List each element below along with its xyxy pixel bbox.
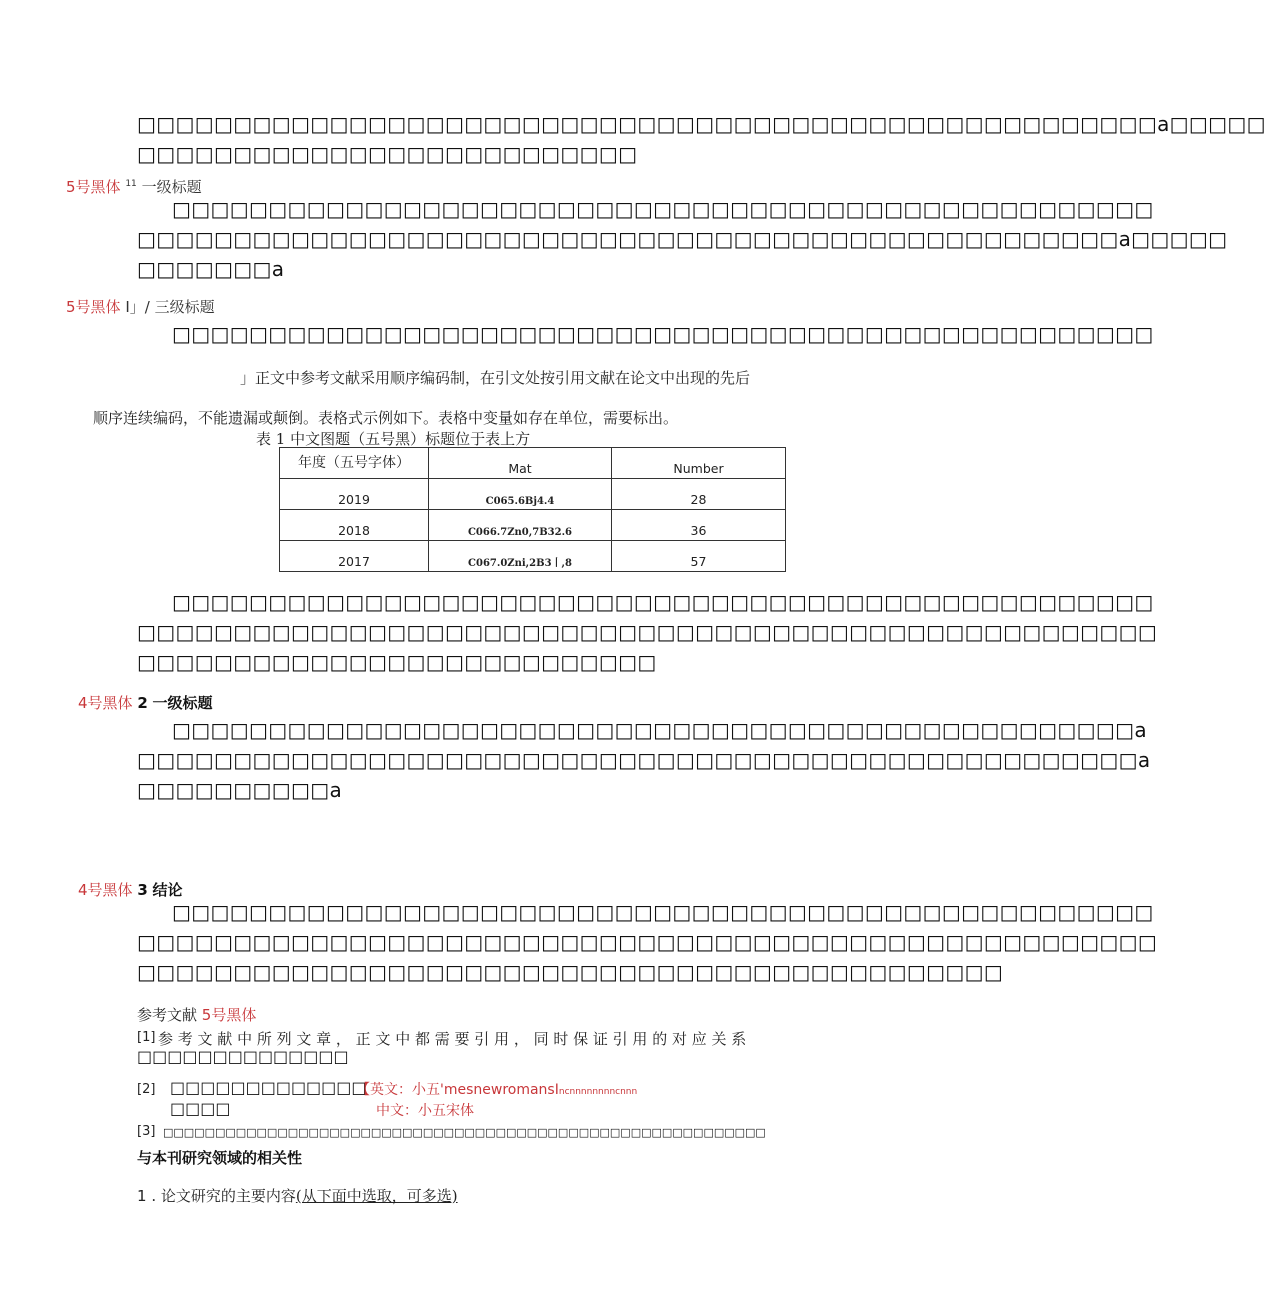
table-header-cell: Mat — [429, 448, 612, 479]
table-cell: 2017 — [280, 541, 429, 572]
paragraph-line: □□□□□□□□□□□□□□□□□□□□□□□□□□□□□□□□□□□□□□□□□□□□□□□□□□□ — [172, 322, 1154, 346]
table-header-cell: 年度（五号字体） — [280, 448, 429, 479]
table-cell: 28 — [612, 479, 786, 510]
data-table — [279, 447, 786, 572]
reference-number: [1] — [137, 1030, 156, 1045]
heading-title: 结论 — [152, 881, 183, 899]
relevance-item-number: 1 — [137, 1187, 147, 1205]
table-row — [280, 541, 786, 572]
paragraph-line: □□□□□□□□□□a — [137, 778, 343, 802]
table-cell: 57 — [612, 541, 786, 572]
heading-style-note: 4号黑体 — [78, 694, 133, 712]
paragraph-line: □□□□□□□□□□□□□□□□□□□□□□□□□□□□□□□□□□□□□□□□□□□□□□□□□□□□a — [137, 748, 1151, 772]
table-cell: 36 — [612, 510, 786, 541]
heading-title: 三级标题 — [154, 298, 215, 316]
reference-text: □□□□□□□□□□□□□□ — [137, 1047, 349, 1066]
reference-number: [2] — [137, 1082, 156, 1097]
reference-text: 参 考 文 献 中 所 列 文 章 ， 正 文 中 都 需 要 引 用 ， 同 时 保 证 引 用 的 对 应 关 系 — [158, 1030, 747, 1048]
section-heading — [78, 879, 183, 900]
paragraph-line: □□□□□□□□□□□□□□□□□□□□□□□□□□□□□□□□□□□□□□□□□□□□□□□□□□□□□ — [137, 620, 1158, 644]
table-cell: C065.6Bj4.4 — [429, 479, 612, 510]
reference-number: [3] — [137, 1124, 156, 1139]
paragraph-line: □□□□□□□□□□□□□□□□□□□□□□□□□□□□□□□□□□□□□□□□□□□□□□□□□□□ — [172, 590, 1154, 614]
reference-note-line: 顺序连续编码，不能遗漏或颠倒。表格式示例如下。表格中变量如存在单位，需要标出。 — [93, 409, 679, 427]
heading-title: 一级标题 — [141, 178, 202, 196]
heading-style-note: 4号黑体 — [78, 881, 133, 899]
references-style-note: 5号黑体 — [201, 1006, 257, 1024]
heading-number: I」/ — [125, 298, 150, 316]
table-row — [280, 510, 786, 541]
reference-note-line: 」正文中参考文献采用顺序编码制，在引文处按引用文献在论文中出现的先后 — [240, 369, 751, 387]
heading-number: 3 — [137, 881, 148, 899]
paragraph-line: □□□□□□□□□□□□□□□□□□□□□□□□□□□□□□□□□□□□□□□□□□□□□□□□□□□ — [172, 900, 1154, 924]
paragraph-line: □□□□□□□□□□□□□□□□□□□□□□□□□□□□□□□□□□□□□□□□□□□□□□□□□□a — [172, 718, 1147, 742]
note-en-text: 【英文：小五'mesnewromansI — [356, 1082, 559, 1098]
section-heading — [66, 296, 215, 317]
table-cell: C067.0Zni,2B3丨,8 — [429, 541, 612, 572]
table-header-cell: Number — [612, 448, 786, 479]
table-row — [280, 479, 786, 510]
table-caption: 表 1 中文图题（五号黑）标题位于表上方 — [256, 430, 531, 448]
paragraph-line: □□□□□□□□□□□□□□□□□□□□□□□□□□□ — [137, 650, 657, 674]
relevance-heading: 与本刊研究领域的相关性 — [137, 1149, 303, 1167]
reference-font-note-cn: 中文：小五宋体 — [376, 1103, 474, 1119]
paragraph-line: □□□□□□□□□□□□□□□□□□□□□□□□□□□□□□□□□□□□□□□□□□□□□□□□□□□a□□□□□ — [137, 227, 1228, 251]
note-en-tail: ncnnnnnnnncnnn — [558, 1087, 638, 1097]
references-heading — [137, 1004, 256, 1025]
heading-number: 2 — [137, 694, 148, 712]
paragraph-line: □□□□□□□□□□□□□□□□□□□□□□□□□□□□□□□□□□□□□□□□□□□□□□□□□□□□□a□□□□□ — [137, 112, 1266, 136]
heading-style-note: 5号黑体 — [66, 298, 121, 316]
table-cell: 2018 — [280, 510, 429, 541]
paragraph-line: □□□□□□□a — [137, 257, 285, 281]
heading-number: 11 — [125, 179, 137, 189]
paragraph-line: □□□□□□□□□□□□□□□□□□□□□□□□□□□□□□□□□□□□□□□□□□□□□□□□□□□□□ — [137, 930, 1158, 954]
relevance-item-text: . 论文研究的主要内容 — [151, 1187, 296, 1205]
table-header-row — [280, 448, 786, 479]
section-heading — [78, 692, 213, 713]
paragraph-line: □□□□□□□□□□□□□□□□□□□□□□□□□□□□□□□□□□□□□□□□□□□□□ — [137, 960, 1004, 984]
heading-title: 一级标题 — [152, 694, 213, 712]
reference-font-note-en — [356, 1079, 637, 1099]
table-cell: C066.7Zn0,7B32.6 — [429, 510, 612, 541]
heading-style-note: 5号黑体 — [66, 178, 121, 196]
relevance-item — [137, 1185, 458, 1206]
paragraph-line: □□□□□□□□□□□□□□□□□□□□□□□□□□□□□□□□□□□□□□□□□□□□□□□□□□□ — [172, 197, 1154, 221]
table-cell: 2019 — [280, 479, 429, 510]
reference-text: □□□□ — [170, 1099, 231, 1118]
references-title: 参考文献 — [137, 1006, 198, 1024]
reference-text: □□□□□□□□□□□□□□□□□□□□□□□□□□□□□□□□□□□□□□□□□□□□□□□□□□□□□□□□□□ — [163, 1126, 766, 1139]
section-heading — [66, 176, 202, 197]
relevance-item-note: (从下面中选取，可多选) — [295, 1187, 458, 1205]
reference-text: □□□□□□□□□□□□□ — [170, 1078, 367, 1097]
paragraph-line: □□□□□□□□□□□□□□□□□□□□□□□□□□ — [137, 142, 638, 166]
